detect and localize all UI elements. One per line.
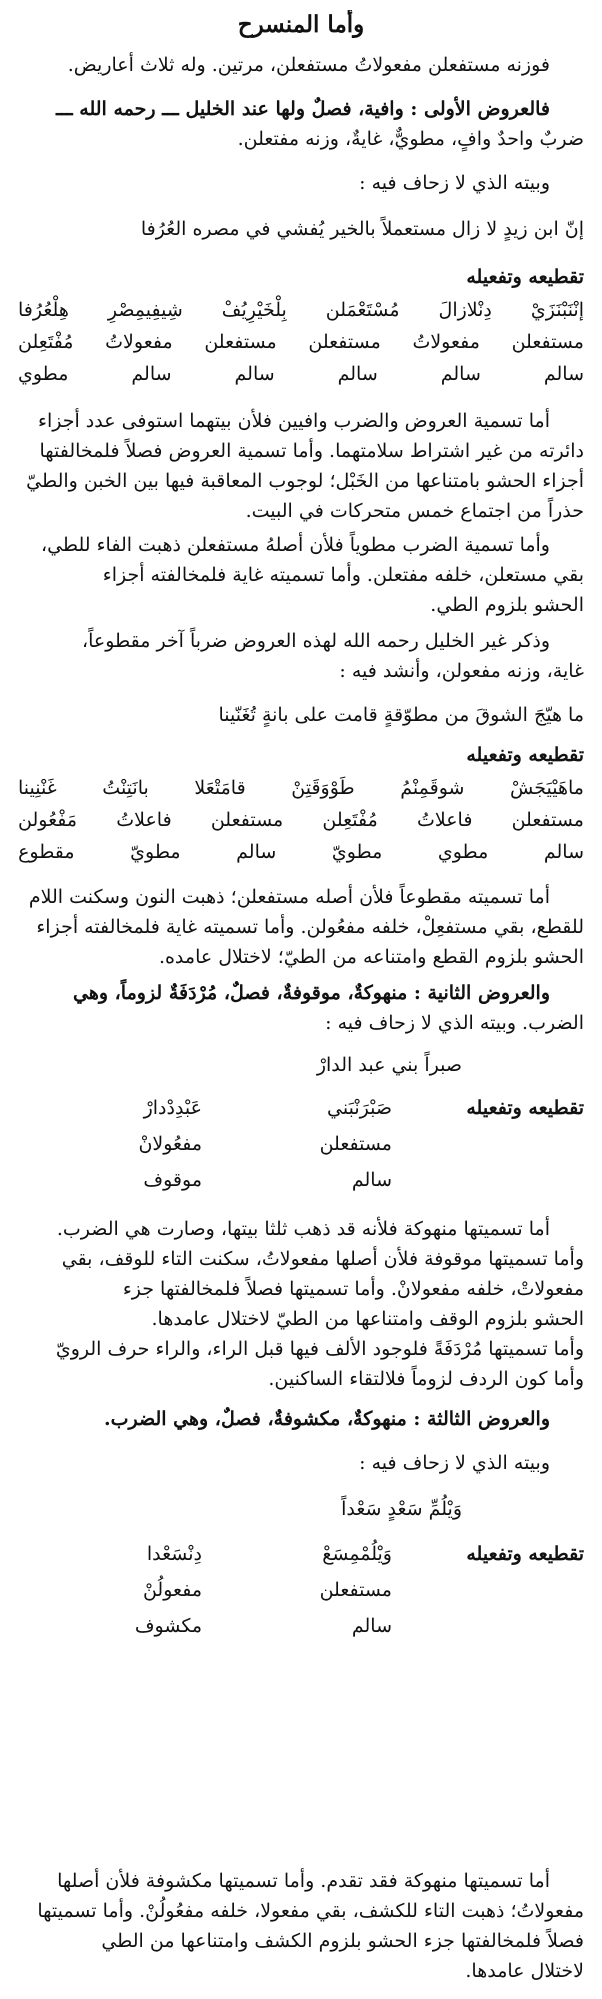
scansion-cell: سالم — [351, 1169, 392, 1191]
verse-line: ما هيّجَ الشوقَ من مطوّقةٍ قامت على بانةٍ تُغَنّينا — [218, 704, 584, 726]
paragraph-line: مفعولاتْ، خلفه مفعولانْ. وأما تسميتها فصلاً فلمخالفتها جزء — [122, 1278, 584, 1300]
scansion-cell: إنْنَبْنَزَيْ — [530, 299, 584, 321]
scansion-cell: سالم — [351, 1615, 392, 1637]
scansion-cell: دِنْسَعْدا — [146, 1543, 202, 1565]
scansion-label: تقطيعه وتفعيله — [466, 1097, 584, 1119]
scansion-cell: هِلْعُرُفا — [18, 299, 69, 321]
paragraph-line: أما تسميته مقطوعاً فلأن أصله مستفعلن؛ ذهبت النون وسكنت اللام — [28, 886, 550, 908]
paragraph-line: وبيته الذي لا زحاف فيه : — [359, 172, 550, 194]
paragraph-line: الحشو بلزوم الطي. — [430, 594, 584, 616]
scansion-cell: سالم — [234, 363, 275, 385]
scansion-cell: مستفعلن — [319, 1579, 392, 1601]
scansion-cell: شِيفِيمِصْرِ — [107, 299, 183, 321]
scansion-cell: بِلْخَيْرِيُفْ — [221, 299, 287, 321]
paragraph-line: أما تسميتها منهوكة فقد تقدم. وأما تسميتها مكشوفة فلأن أصلها — [57, 1870, 550, 1892]
scansion-cell: فاعلاتُ — [116, 809, 172, 831]
scansion-cell: سالم — [131, 363, 172, 385]
verse-line: صبراً بني عبد الدارْ — [316, 1054, 462, 1076]
scansion-cell: سالم — [543, 841, 584, 863]
paragraph-line: للقطع، بقي مستفعِلْ، خلفه مفعُولن. وأما تسميته غاية فلمخالفته أجزاء — [36, 916, 584, 938]
paragraph-line: والعروض الثانية : منهوكةٌ، موقوفةٌ، فصلٌ، مُرْدَفَةٌ لزوماً، وهي — [73, 982, 550, 1004]
scansion-cell: مطويّ — [331, 841, 383, 863]
paragraph-line: وذكر غير الخليل رحمه الله لهذه العروض ضرباً آخر مقطوعاً، — [81, 630, 550, 652]
scansion-row — [18, 326, 584, 358]
scansion-cell: مُفْتَعِلن — [18, 331, 74, 353]
scansion-cell: وَيْلُمْمِسَعْ — [322, 1543, 392, 1565]
scansion-cell: مطويّ — [130, 841, 181, 863]
paragraph-line: وأما تسمية الضرب مطوياً فلأن أصلهُ مستفعلن ذهبت الفاء للطي، — [40, 534, 550, 556]
scansion-cell: بانَتِنْتُ — [102, 777, 149, 799]
scansion-cell: غَنْنِينا — [18, 777, 57, 799]
scansion-cell: ماهَيْيَجَشْ — [510, 777, 584, 799]
scansion-cell: مطوي — [18, 363, 69, 385]
scansion-cell: سالم — [236, 841, 277, 863]
scansion-cell: مطوي — [437, 841, 489, 863]
scansion-row — [18, 772, 584, 804]
paragraph-line: أما تسميتها منهوكة فلأنه قد ذهب ثلثا بيتها، وصارت هي الضرب. — [56, 1218, 550, 1240]
paragraph-line: أجزاء الحشو بامتناعها من الخَبْل؛ لوجوب المعاقبة فيها بين الخبن والطيّ — [26, 470, 584, 492]
scansion-row — [18, 836, 584, 868]
paragraph-line: الضرب. وبيته الذي لا زحاف فيه : — [325, 1012, 584, 1034]
paragraph-line: وأما تسميتها مُرْدَفَةً فلوجود الألف فيها قبل الراء، والراء حرف الرويّ — [55, 1338, 584, 1360]
scansion-cell: مكشوف — [134, 1615, 202, 1637]
scansion-cell: مفعُولانْ — [138, 1133, 202, 1155]
paragraph-line: لاختلال عامدها. — [465, 1960, 584, 1982]
paragraph-line: وأما تسميتها موقوفة فلأن أصلها مفعولاتُ، سكنت التاء للوقف، بقي — [61, 1248, 584, 1270]
paragraph-line: الحشو بلزوم الوقف وامتناعها من الطيّ لاختلال عامدها. — [151, 1308, 584, 1330]
scansion-label: تقطيعه وتفعيله — [466, 744, 584, 766]
scansion-cell: مستفعلن — [308, 331, 381, 353]
scansion-cell: مستفعلن — [511, 809, 584, 831]
paragraph-line: وبيته الذي لا زحاف فيه : — [359, 1452, 550, 1474]
scansion-cell: سالم — [337, 363, 378, 385]
scansion-cell: سالم — [543, 363, 584, 385]
scansion-cell: موقوف — [143, 1169, 202, 1191]
paragraph-line: الحشو بلزوم القطع وامتناعه من الطيّ؛ لاختلال عامده. — [158, 946, 584, 968]
scansion-cell: طَوْوَقَتِنْ — [291, 777, 355, 799]
paragraph-line: فصلاً فلمخالفتها جزء الحشو بلزوم الكشف وامتناعها من الطي — [101, 1930, 584, 1952]
scansion-label: تقطيعه وتفعيله — [466, 266, 584, 288]
scansion-label: تقطيعه وتفعيله — [466, 1543, 584, 1565]
scansion-cell: سالم — [440, 363, 481, 385]
page-title: وأما المنسرح — [237, 11, 365, 38]
scansion-cell: مفعولاتُ — [412, 331, 480, 353]
paragraph-line: حذراً من اجتماع خمس متحركات في البيت. — [245, 500, 584, 522]
paragraph-line: والعروض الثالثة : منهوكةٌ، مكشوفةٌ، فصلٌ، وهي الضرب. — [104, 1408, 550, 1430]
scansion-row — [18, 294, 584, 326]
scansion-cell: دِنْلازالَ — [438, 299, 492, 321]
paragraph-line: أما تسمية العروض والضرب وافيين فلأن بيتهما استوفى عدد أجزاء — [38, 410, 550, 432]
scansion-cell: مستفعلن — [204, 331, 277, 353]
scansion-cell: مستفعلن — [511, 331, 584, 353]
paragraph-line: وأما كون الردف لزوماً فلالتقاء الساكنين. — [268, 1368, 584, 1390]
scansion-cell: صَبْرَنْبَني — [327, 1097, 392, 1119]
paragraph-line: ضربٌ واحدٌ وافٍ، مطويٌّ، غايةٌ، وزنه مفتعلن. — [237, 128, 584, 150]
scansion-cell: مفعولُنْ — [142, 1579, 202, 1601]
scansion-cell: قامَتْعَلا — [194, 777, 246, 799]
verse-line: إنّ ابن زيدٍ لا زال مستعملاً بالخير يُفشي في مصره العُرُفا — [140, 218, 584, 240]
paragraph-line: دائرته من غير اشتراط سلامتهما. وأما تسمية العروض فصلاً فلمخالفتها — [39, 440, 584, 462]
scansion-cell: مستفعلن — [319, 1133, 392, 1155]
scansion-row — [18, 358, 584, 390]
paragraph-line: غاية، وزنه مفعولن، وأنشد فيه : — [339, 660, 584, 682]
verse-line: وَيْلُمِّ سَعْدٍ سَعْداً — [341, 1498, 462, 1520]
scansion-cell: مُفْتَعِلن — [322, 809, 378, 831]
paragraph-line: فالعروض الأولى : وافية، فصلٌ ولها عند الخليل ـــ رحمه الله ـــ — [55, 98, 550, 120]
paragraph-line: مفعولاتُ؛ ذهبت التاء للكشف، بقي مفعولا، خلفه مفعُولُنْ. وأما تسميتها — [37, 1900, 584, 1922]
scansion-cell: فاعلاتُ — [417, 809, 473, 831]
paragraph-line: فوزنه مستفعلن مفعولاتُ مستفعلن، مرتين. وله ثلاث أعاريض. — [67, 54, 550, 76]
scansion-cell: شوقَمِنْمُ — [400, 777, 465, 799]
scansion-cell: مُسْتَعْمَلن — [325, 299, 400, 321]
paragraph-line: بقي مستعلن، خلفه مفتعلن. وأما تسميته غاية فلمخالفته أجزاء — [102, 564, 584, 586]
scansion-row — [18, 804, 584, 836]
scansion-cell: مفعولاتُ — [105, 331, 173, 353]
scansion-cell: مستفعلن — [210, 809, 284, 831]
scansion-cell: مقطوع — [18, 841, 75, 863]
scansion-cell: مَفْعُولن — [18, 809, 78, 831]
scansion-cell: عَبْدِدْدارْ — [143, 1097, 202, 1119]
